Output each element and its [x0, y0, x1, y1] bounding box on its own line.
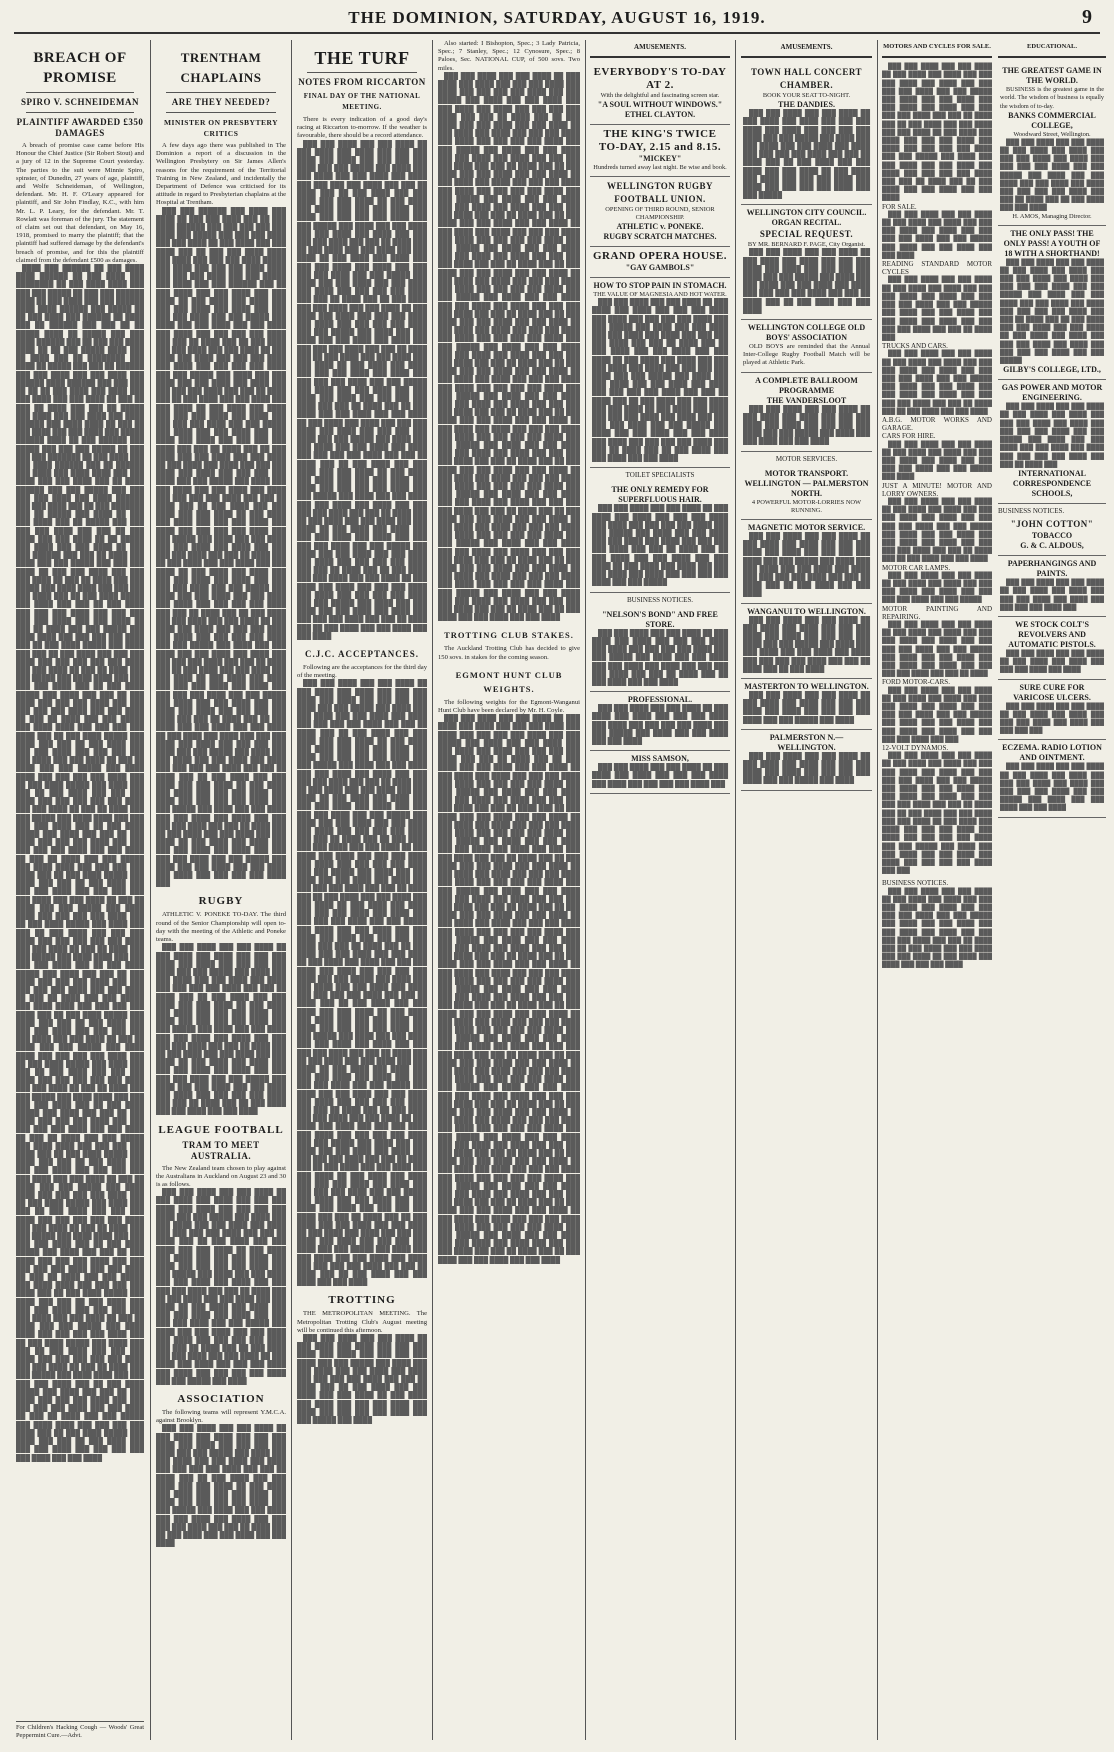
- egmont-body: The following weights for the Egmont-Wanganui Hunt Club have been declared by Mr. H. Coyle.: [438, 698, 580, 715]
- advert-everybodys: [590, 63, 730, 125]
- cjc-body: Following are the acceptances for the third day of the meeting.: [297, 664, 427, 680]
- section-egmont: EGMONT HUNT CLUB WEIGHTS.: [455, 669, 563, 694]
- advert-subtitle: "GAY GAMBOLS": [625, 263, 695, 273]
- divider: [166, 112, 276, 113]
- advert-text: OPENING OF THIRD ROUND, SENIOR CHAMPIONSHIP.: [605, 206, 715, 222]
- advert-subtitle: TOBACCO: [1031, 531, 1073, 541]
- advert-title: THE KING'S TWICE TO-DAY, 2.15 and 8.15.: [598, 128, 722, 154]
- advert-title: EVERYBODY'S TO-DAY AT 2.: [593, 66, 727, 92]
- advert-ics: INTERNATIONAL CORRESPONDENCE SCHOOLS,: [1012, 468, 1092, 498]
- masthead-rule: [14, 32, 1100, 34]
- advert-subtitle: ORGAN RECITAL.: [771, 218, 842, 228]
- trotting-body: THE METROPOLITAN MEETING. The Metropolitan Trotting Club's August meeting will be continued this afternoon.: [297, 1310, 427, 1334]
- advert-body: ███ ███ ████ ███ ███ ████ ██ ███ ████ ███ ████ ███ ███ ███ ████ ███ ████ ███ ███ ███ ███ ████ ███ ███ █████ ███ ████ ███ ███ ████ ███ ███ ████ ███ ████ ███ ███ ███ ███ ████ ███ ███ ██ ████ ███ ██ ███ ████ ███ ███ ████ ███ ███ ████ ██ ███ ████ ███ ████ ███ ███ ███ ████ ███ ████ ███ ███ ███ ███ ████ ███ ███ █████: [1000, 258, 1104, 365]
- classifieds: ███ ███ ████ ███ ███ ████ ██ ███ ████ ███ ████ ███ ███ ███ ████ ███ ████ ███ ███ ███ ███ ████ ███ ███ █████ ███ ████ ███ ███ ████ ███ ███ ████ ███ ████ ███ ███ ███ ███ ████ ███ ███ ██ ████ ███ ██ ███ ████ ███ ███ ████: [882, 497, 992, 563]
- advert-subtitle: THE DANDIES.: [778, 100, 835, 110]
- advert-title: MOTOR TRANSPORT.: [764, 468, 849, 478]
- heading-trucks-cars: TRUCKS AND CARS.: [882, 342, 948, 351]
- advert-aldous: G. & C. ALDOUS,: [1020, 541, 1084, 551]
- advert-title: THE ONLY REMEDY FOR SUPERFLUOUS HAIR.: [611, 485, 709, 505]
- advert-body: ███ ███ ████ ███ ███ ████ ██ ███ ████ ███ ████ ███ ███ ███ ████ ███ ████ ███ ███ ███ ███ ████ ███ ███ █████ ███ ████ ███ ███ ████ ███ ███ ████ ███ ████ ███ ███ ███ ███ ████ ███ ███ ██ ████ ███ ██ ███ ████ ███ ███ ████: [743, 532, 870, 598]
- advert-body: ███ ███ ████ ███ ███ ████ ██ ███ ████ ███ ████ ███ ███ ███ ████ ███ ████ ███ ███ ███ ███ ████ ███ ███ █████ ███ ████ ███ ███ ████ ███ ███ ████ ███ ████ ███ ███ ███ ███ ████ ███ ███ ██ ████ ███ ██ ███ ████ ███ ███ ████: [743, 249, 870, 314]
- trotting-stakes-body: The Auckland Trotting Club has decided to give 150 sovs. in stakes for the coming season.: [438, 645, 580, 661]
- advert-body: ███ ███ ████ ███ ███ ████ ██ ███ ████ ███ ████ ███ ███ ███ ████ ███ ████ ███ ███ ███ ███ ████ ███ ███ █████ ███ ████: [743, 752, 870, 785]
- classifieds: ███ ███ ████ ███ ███ ████ ██ ███ ████ ███ ████ ███ ███ ███ ████ ███ ████ ███ ███ ███ ███ ████ ███ ███ █████ ███ ████ ███ ███ ████ ███ ███ ████ ███ ████ ███ ███ ███ ███ ████ ███ ███ ██ ████ ███ ██ ███ ████ ███ ███ ████ ███ ███ ████ ██ ███ ████ ███ ████ ███ ███ ███ ████ ███ ████ ███ ███ ███ ███ ████ ███ ███ █████ ███ ████ ███ ███ ████ ███ ███ ████ ███ ████ ███ ███ ███ ███ ████ ███ ███: [882, 752, 992, 875]
- heading-motor-painting: MOTOR PAINTING AND REPAIRING.: [882, 604, 992, 621]
- divider: [590, 56, 730, 58]
- advert-title: PALMERSTON N.—WELLINGTON.: [769, 732, 844, 752]
- column-amusements-2: [741, 40, 872, 1740]
- rugby-body: ATHLETIC V. PONEKE TO-DAY. The third round of the Senior Championship will open to-day with the meeting of the Athletic and Poneke teams.: [156, 911, 286, 944]
- advert-title: PAPERHANGINGS AND PAINTS.: [1007, 559, 1097, 579]
- association-body-continued: ███ ███ ████ ███ ███ ████ ██ ███ ████ ███ ████ ███ ███ ███ ████ ███ ████ ███ ███ ███ ███ ████ ███ ███ █████ ███ ████ ███ ███ ████ ███ ███ ████ ███ ████ ███ ███ ███ ███ ████ ███ ███ ██ ████ ███ ██ ███ ████ ███ ███ ████ ███ ███ ████ ██ ███ ████ ███ ████ ███ ███ ███ ████ ███ ████ ███ ███ ███ ███ ████ ███ ███ █████ ███ ████ ███ ███ ████ ███ ███ ████ ███ ████ ███ ███ ███ ███ ████ ███ ███ ██ ████ ███ ██ ███ ████ ███ ███ ████ ███ ███ ████: [156, 1425, 286, 1548]
- advert-title: A COMPLETE BALLROOM PROGRAMME: [755, 375, 858, 395]
- advert-title: WELLINGTON CITY COUNCIL.: [746, 208, 867, 218]
- column-breach-of-promise: [16, 40, 144, 1740]
- advert-body: ███ ███ ████ ███ ███ ████ ██ ███ ████ ███ ████ ███ ███ ███ ████ ███ ████ ███ ███ ███ ███ ████ ███ ███ █████ ███ ████ ███ ███ ████ ███ ███ ████ ███ ████ ███ ███ ███ ███ ████ ███ ███ ██ ████ ███ ██ ███ ████ ███ ███ ████: [1000, 138, 1104, 212]
- association-body: The following teams will represent Y.M.C.A. against Brooklyn.: [156, 1409, 286, 1425]
- section-association: ASSOCIATION: [177, 1393, 265, 1406]
- section-rugby: RUGBY: [198, 895, 244, 908]
- article-body: A few days ago there was published in The Dominion a report of a discussion in the Wellington Presbytery on Sir James Allen's reasons for the requirement of the Territorial Training in New Zealand, and incidentally the Department of Defence was criticised for its attitude in regard to Presbyterian chaplains at the Hospital at Trentham.: [156, 142, 286, 207]
- advert-star: ETHEL CLAYTON.: [624, 110, 696, 120]
- heading-ford: FORD MOTOR-CARS.: [882, 678, 950, 687]
- advert-title: WE STOCK COLT'S REVOLVERS AND AUTOMATIC PISTOLS.: [1008, 619, 1096, 649]
- headline-turf: THE TURF: [314, 48, 410, 68]
- advert-title: MASTERTON TO WELLINGTON.: [744, 681, 869, 691]
- advert-samson: [590, 751, 730, 794]
- advert-city-council: [741, 205, 872, 320]
- advert-body: ███ ███ ████ ███ ███ ████ ██ ███ ████ ███ ████ ███ ███ ███ ████ ███ ████ ███ ███ ███ ███ ████ ███ ███ █████ ███ ████: [743, 691, 870, 724]
- column-rule: [291, 40, 292, 1740]
- classifieds: ███ ███ ████ ███ ███ ████ ██ ███ ████ ███ ████ ███ ███ ███ ████ ███ ████ ███ ███ ███ ███ ████ ███ ███ █████ ███ ████ ███ ███ ████ ███ ███ ████ ███ ████ ███ ███ ███ ███ ████ ███ ███ ██ ████: [882, 621, 992, 678]
- advert-title: WANGANUI TO WELLINGTON.: [747, 606, 866, 616]
- advert-john-cotton: [998, 515, 1106, 556]
- advert-title: MISS SAMSON,: [631, 754, 689, 764]
- advert-body: ███ ███ ████ ███ ███ ████ ██ ███ ████ ███ ████ ███ ███ ███ ████ ███ ████ ███ ███ ███ ███ ████ ███ ███ █████ ███ ████ ███ ███ ████ ███ ███ ████: [743, 405, 870, 446]
- divider: [26, 112, 134, 113]
- advert-rugby-union: [590, 177, 730, 247]
- classifieds: ███ ███ ████ ███ ███ ████ ██ ███ ████ ███ ████ ███ ███ ███ ████ ███ ████ ███ ███ ███ ███ ████ ███ ███ █████ ███ ████ ███ ███ ████ ███ ███ ████ ███ ████ ███ ███ ███ ███ ████ ███ ███ ██ ████ ███ ██ ███ ████ ███ ███ ████ ███ ███ ████ ██ ███ ████ ███ ████ ███ ███ ███ ████ ███ ████ ███ ███ ███ ███ ████ ███ ███ █████ ███ ████ ███ ███ ████ ███ ███ ████ ███ ████ ███ ███ ███ ███ ████ ███ ███ ██ ████ ███ ██ ███ ████ ███ ███ ████ ███ ███ ████: [882, 63, 992, 202]
- advert-superfluous-hair: [590, 482, 730, 592]
- article-body: A breach of promise case came before His Honour the Chief Justice (Sir Robert Stout) and a jury of 12 in the Supreme Court yesterday. The parties to the suit were Minnie Spiro, spinster, of Dunedin, 27 years of age, plaintiff, and Wolfe Schneideman, of Wellington, defendant. Mr. H. F. O'Leary appeared for plaintiff, and Sir John Findlay, K.C., with him Mr. L. P. Leary, for the defendant. Mr. T. Rowlatt was foreman of the jury. The statement of claim set out that defendant, on May 16, 1918, promised to marry the plaintiff; that the plaintiff had suffered damage by the defendant's breach of promise, and for this the plaintiff claimed from the defendant £500 as damages.: [16, 142, 144, 264]
- results-body-continued: ███ ███ ████ ███ ███ ████ ██ ███ ████ ███ ████ ███ ███ ███ ████ ███ ████ ███ ███ ███ ███ ████ ███ ███ █████ ███ ████ ███ ███ ████ ███ ███ ████ ███ ████ ███ ███ ███ ███ ████ ███ ███ ██ ████ ███ ██ ███ ████ ███ ███ ████ ███ ███ ████ ██ ███ ████ ███ ████ ███ ███ ███ ████ ███ ████ ███ ███ ███ ███ ████ ███ ███ █████ ███ ████ ███ ███ ████ ███ ███ ████ ███ ████ ███ ███ ███ ███ ████ ███ ███ ██ ████ ███ ██ ███ ████ ███ ███ ████ ███ ███ ████ ██ ███ ████ ███ ████ ███ ███ ███ ████ ███ ████ ███ ███ ███ ███ ████ ███ ███ █████ ███ ████ ███ ███ ████ ███ ███ ████ ███ ████ ███ ███ ███ ███ ████ ███ ███ ██ ████ ███ ██ ███ ████ ███ ███ ████ ███ ███ ████ ██ ███ ████ ███ ████ ███ ███ ███ ████ ███ ████ ███ ███ ███ ███ ████ ███ ███ █████ ███ ████ ███ ███ ████ ███ ███ ████ ███ ████ ███ ███ ███ ███ ████ ███ ███ ██ ████ ███ ██ ███ ████ ███ ███ ████ ███ ███ ████ ██ ███ ████ ███ ████ ███ ███ ███ ████ ███ ████ ███ ███ ███ ███ ████ ███ ███ █████ ███ ████ ███ ███ ████ ███ ███ ████ ███ ████ ███ ███ ███ ███ ████ ███ ███ ██ ████ ███ ██ ███ ████ ███ ███ ████ ███ ███ ████ ██ ███ ████ ███ ████ ███ ███ ███ ████ ███ ████ ███ ███ ███ ███ ████ ███ ███ █████ ███ ████ ███ ███ ████ ███ ███ ████ ███ ████ ███ ███ ███ ███ ████ ███ ███ ██ ████ ███ ██ ███ ████ ███ ███ ████ ███ ███ ████ ██ ███ ████ ███ ████ ███ ███ ███ ████ ███ ████ ███ ███ ███ ███ ████ ███ ███ █████ ███ ████ ███ ███ ████ ███ ███ ████ ███ ████ ███ ███ ███ ███ ████ ███ ███ ██ ████ ███ ██ ███ ████ ███ ███ ████ ███ ███ ████ ██ ███ ████ ███ ████ ███ ███ ███ ████ ███ ████ ███ ███ ███ ███ ████ ███ ███ █████ ███ ████ ███ ███ ████ ███ ███ ████ ███ ████ ███ ███ ███ ███ ████ ███ ███ ██ ████ ███ ██ ███ ████ ███ ███ ████ ███ ███ ████ ██ ███ ████ ███ ████ ███ ███ ███ ████ ███ ████ ███ ███ ███ ███ ████ ███ ███ █████ ███ ████ ███ ███ ████ ███ ███ ████ ███ ████ ███ ███ ███ ███ ████ ███ ███ ██ ████ ███ ██ ███ ████ ███ ███ ████ ███ ███ ████ ██ ███ ████ ███ ████ ███ ███ ███ ████ ███ ████ ███ ███ ███ ███ ████ ███ ███ █████ ███ ████ ███ ███ ████ ███ ███ ████ ███ ████ ███ ███ ███ ███ ████ ███ ███ ██ ████ ███ ██ ███ ████ ███ ███ ████ ███ ███ ████ ██ ███ ████ ███ ████ ███ ███ ███ ████ ███ ████ ███ ███ ███ ███ ████ ███ ███ █████ ███ ████ ███ ███ ████ ███ ███ ████ ███ ████ ███ ███ ███ ███ ████ ███ ███ ██ ████ ███ ██ ███ ████ ███ ███ ████ ███ ███ ████: [438, 72, 580, 622]
- advert-body: ███ ███ ████ ███ ███ ████ ██ ███ ████ ███ ████ ███ ███ ███ ████ ███ ████ ███ ███ ███ ███ ████ ███ ███ █████ ███ ████ ███ ███ ████ ███ ███ ████: [1000, 763, 1104, 812]
- advert-title: TOWN HALL CONCERT CHAMBER.: [750, 67, 863, 91]
- advert-scratch: RUGBY SCRATCH MATCHES.: [603, 232, 717, 242]
- advert-text: Hundreds turned away last night. Be wise and book.: [593, 164, 727, 172]
- subhead-spiro: SPIRO V. SCHNEIDEMAN: [21, 97, 139, 107]
- advert-title: WELLINGTON RUGBY FOOTBALL UNION.: [606, 181, 714, 205]
- advert-body: ███ ███ ████ ███ ███ ████ ██ ███ ████ ███ ████ ███ ███ ███ ████ ███ ████ ███ ███ ███ ███ ████ ███ ███ █████ ███ ████ ███ ███ ████ ███ ███ ████ ███ ████ ███ ███ ███ ███ ████ ███ ███ ██ ████ ███ ██ ███ ████ ███ ███ ████ ███ ███ ████ ██ ███ ████ ███ ████ ███ ███ ███ ████ ███ ████ ███ ███ ███ ███ ████ ███ ███ █████: [592, 505, 728, 587]
- advert-title: ECZEMA. RADIO LOTION AND OINTMENT.: [1002, 743, 1102, 763]
- subhead-national: FINAL DAY OF THE NATIONAL MEETING.: [303, 92, 421, 111]
- heading-dynamos: 12-VOLT DYNAMOS.: [882, 744, 949, 753]
- advert-body: ███ ███ ████ ███ ███ ████ ██ ███ ████ ███ ████ ███ ███ ███ ████ ███ ████ ███ ███ ███ ███ ████ ███: [592, 764, 728, 788]
- advert-text: With the delightful and fascinating screen star.: [600, 92, 720, 100]
- advert-text: BOOK YOUR SEAT TO-NIGHT.: [762, 92, 851, 100]
- advert-greatest-game: [998, 63, 1106, 225]
- section-label-motors: MOTORS AND CYCLES FOR SALE.: [883, 43, 991, 50]
- subhead-riccarton: NOTES FROM RICCARTON: [298, 77, 426, 87]
- advert-text: THE VALUE OF MAGNESIA AND HOT WATER.: [593, 291, 727, 299]
- league-subhead: TRAM TO MEET AUSTRALIA.: [182, 1139, 260, 1161]
- masthead-title: THE DOMINION, SATURDAY, AUGUST 16, 1919.: [348, 8, 766, 27]
- divider: [307, 72, 417, 73]
- advert-gilby: GILBY'S COLLEGE, LTD.,: [1003, 365, 1101, 375]
- advert-town-hall: [741, 63, 872, 205]
- advert-title: "NELSON'S BOND" AND FREE STORE.: [602, 609, 718, 629]
- advert-eczema: [998, 740, 1106, 817]
- section-league: LEAGUE FOOTBALL: [158, 1123, 284, 1136]
- advert-revolvers: [998, 617, 1106, 680]
- heading-abg-motor: A.B.G. MOTOR WORKS AND GARAGE.: [882, 415, 992, 433]
- section-label-motor-services: MOTOR SERVICES.: [775, 454, 838, 463]
- article-body-continued: ████ ███ ██████ ██ ███ ████ ████ ██████ ██ ███ ████ ███ ████████ ██ ███ ████ ████ ███ ███ ███ █████ ██ ███ ███ ██████ ████ ██ ███ ████ ███ ███ ██████ ████ ████ ██████ ███ █████ ██ ██ ███ ████ ███ ██████ ██ ████ ███ ██ ██████ ███ ███ ██ ██ █████ ████ ██ █████ ███ ███ ████ ██████ ███ ██ ███ ███ ████ ████ ██ ██ ███ █████ ████ ███ ██ ████ ███ ██ ████████ ███ ████ ██ █████ ███ ███ ██ ██████ ███ ███ ████ ███ ███ ████ ███ ██████ ████ ██████ ███ ███ ███ ██ ██ ██ ███ ████ ███ ████ ███ ███ ████ ███ ███ ████ ██ ███ ██ ███ ██ ████ ███ ███ ██ █████ ███ ████ ███ ███ ████ ███ ████ ██████ ███ ████ ████ ██ ███ ██ ███ ████ ███ ███ ████ ███ █████ ██████ ████ ██ ███ ██████ ███ █████ ███ ███ ███ █████ ██ ███ ███ ███ ███████ ██ ███ ████ ███ ███ ████ ██████ ███ ██ ██████ ███ ████ ███ ████ ████ ███ ███ ████ ███ ███ ████ ███ ██ ████ ██████ ███ ███ █████ ███ ███ ███ ███ ████ ███ ████ ██████ ███ ███ ████ ███ ██ ███ ███████ ███ ██ █████ ███ ████ ██ ███ ███ ████ ███ ██ █████ ███ ███ ███ ███ ████ ███ ███ ██ ███ ████ ███ ███ ████ ██ ██ █████ ███ ████ ███ ███ ████ ██ ███ ███ ██████ ███ ███ ██ ████ ███ ████ ███ ███ █████ ███ ███ ███ ████ ██ ███ ███ ████ ███ ███ ███ ████ ██ ███ ██ ████ ███ ███ █████ ███ ████ ████ ███ ███ ███ ███ ████ ███ ██ ███ ████ █████ ███ ████ ███ ███ ██ ███ ████ ███ ███ ███ ████ ███ ███ ███ ███ ███ ████ ███ ███ ████ ██ ███ ██ ████ ███ ███ █████ ███ ████ ████ ███ ███ ███ ███ ████ ███ ██ ███ ████ █████ ███ ████ ███ ███ ██ ███ ████ ███ ███ ███ ████ ███ ███ ███ ███ ███ ████ ███ ███ ████ ██ ███ ██ ████ ███ ███ █████ ███ ████ ████ ███ ███ ███ ███ ████ ███ ██ ███ ████ █████ ███ ████ ███ ███ ██ ███ ████ ███ ███ ███ ████ ███ ███ ███ ███ ███ ████ ███ ███ ████ ██ ███ ██ ████ ███ ███ █████ ███ ████ ████ ███ ███ ███ ███ ████ ███ ██ ███ ████ █████ ███ ████ ███ ███ ██ ███ ████ ███ ███ ███ ████ ███ ███ ███ ███ ███ ████ ███ ███ ████ ██ ███ ██ ████ ███ ███ █████ ███ ████ ████ ███ ███ ███ ███ ████ ███ ██ ███ ████ █████ ███ ████ ███ ███ ██ ███ ████ ███ ███ ███ ████ ███ ███ ███ ███ ███ ████ ███ ███ ████ ██ ███ ██ ████ ███ ███ █████ ███ ████ ████ ███ ███ ███ ███ ████ ███ ██ ███ ████ █████ ███ ████ ███ ███ ██ ███ ████ ███ ███ ███ ████ ███ ███ ███ ███ ███ ████ ███ ███ ████ ██ ███ ██ ████ ███ ███ █████ ███ ████ ████ ███ ███ ███ ███ ████ ███ ██ ███ ████ █████ ███ ████ ███ ███ ██ ███ ████ ███ ███ ███ ████ ███ ███ ███ ███ ███ ████ ███ ███ ████ ██ ███ ██ ████ ███ ███ █████ ███ ████ ████ ███ ███ ███ ███ ████ ███ ██ ███ ████ █████ ███ ████ ███ ███ ██ ███ ████ ███ ███ ███ ████ ███ ███ ███ ███ ███ ████ ███ ███ ████ ██ ███ ██ ████ ███ ███ █████ ███ ████ ████ ███ ███ ███ ███ ████ ███ ██ ███ ████ █████ ███ ████ ███ ███ ██ ███ ████ ███ ███ ███ ████ ███ ███ ███ ███ ███ ████ ███ ███ ████ ██ ███ ██ ████ ███ ███ █████ ███ ████ ████ ███ ███ ███ ███ ████ ███ ██ ███ ████ █████ ███ ████ ███ ███ ██ ███ ████ ███ ███ ███ ████ ███ ███ ███ ███ ███ ████ ███ ███ ████ ██ ███ ██ ████ ███ ███ █████ ███ ████ ████ ███ ███ ███ ███ ████ ███ ██ ███ ████ █████ ███ ████ ███ ███ ██ ███ ████ ███ ███ ███ ████ ███ ███ ███ ███ ███ ████ ███ ███ ████ ██ ███ ██ ████ ███ ███ █████ ███ ████ ████ ███ ███ ███ ███ ████ ███ ██ ███ ████ █████ ███ ████ ███ ███ ██ ███ ████ ███ ███ ███ ████ ███ ███ ███ ███ ███ ████ ███ ███ ████ ██ ███ ██ ████ ███ ███ █████ ███ ████ ████ ███ ███ ███ ███ ████ ███ ██ ███ ████ █████ ███ ████ ███ ███ ██ ███ ████ ███ ███ ███ ████ ███ ███ ███ ███ ███ ████ ███ ███ ████ ██ ███ ██ ████ ███ ███ █████ ███ ████ ████ ███ ███ ███ ███ ████ ███ ██ ███ ████ █████ ███ ████ ███ ███ ██ ███ ████ ███ ███ ███ ████ ███ ███ ███ ███ ███ ████ ███ ███ ████ ██ ███ ██ ████ ███ ███ █████ ███ ████ ████ ███ ███ ███ ███ ████ ███ ██ ███ ████ █████ ███ ████ ███ ███ ██ ███ ████ ███ ███ ███ ████ ███ ███ ███ ███ ███ ████ ███ ███ ████ ██ ███ ██ ████ ███ ███ █████ ███ ████ ████ ███ ███ ███ ███ ████ ███ ██ ███ ████ █████ ███ ████ ███ ███ ██ ███ ████ ███ ███ ███ ████ ███ ███ ███ ███ ███ ████ ███ ███ ████ ██ ███ ██ ████ ███ ███ █████ ███ ████ ████ ███ ███ ███ ███ ████ ███ ██ ███ ████ █████ ███ ████ ███ ███ ██ ███ ████ ███ ███ ███ ████ ███ ███ ███ ███ ███ ████ ███ ███ ████ ██ ███ ██ ████ ███ ███ █████ ███ ████ ████ ███ ███ ███ ███ ████ ███ ██ ███ ████ █████ ███ ████ ███ ███ ██ ███ ████ ███ ███ ███ ████ ███ ███ ███ ███ ███ ████ ███ ███ ████ ██ ███ ██ ████ ███ ███ █████ ███ ████ ████ ███ ███ ███ ███ ████ ███ ██ ███ ████ █████ ███ ████ ███ ███ ██ ███ ████ ███ ███ ███ ████ ███ ███ ███ ███ ███ ████ ███ ███ ████: [16, 265, 144, 1462]
- section-trotting-stakes: TROTTING CLUB STAKES.: [444, 630, 574, 641]
- heading-for-sale: FOR SALE.: [882, 202, 917, 211]
- advert-varicose: [998, 680, 1106, 741]
- advert-body: ███ ███ ████ ███ ███ ████ ██ ███ ████ ███ ████ ███ ███ ███ ████ ███ ████ ███ ███ ███ ███ ████ ███ ███ █████ ███ ████ ███ ███ ████ ███ ███ ████ ███ ████ ███ ███ ███ ███ ████ ███ ███ ██ ████ ███: [1000, 403, 1104, 468]
- divider: [741, 56, 872, 58]
- section-label-business: BUSINESS NOTICES.: [882, 879, 949, 888]
- column-motors-cycles: [882, 40, 992, 1740]
- column-trentham-chaplains: [156, 40, 286, 1740]
- headline-breach: BREACH OF PROMISE: [33, 50, 127, 86]
- advert-stomach: [590, 278, 730, 468]
- section-cjc: C.J.C. ACCEPTANCES.: [304, 649, 420, 659]
- advert-only-pass: [998, 226, 1106, 381]
- advert-ballroom: [741, 373, 872, 452]
- advert-title: WELLINGTON COLLEGE OLD BOYS' ASSOCIATION: [747, 323, 866, 343]
- advert-body: ███ ███ ████ ███ ███ ████ ██ ███ ████ ███ ████ ███ ███ ███ ████ ███ ████ ███ ███ ███ ███ ████ ███ ███ █████ ███ ████ ███ ███ ████ ███ ███ ████ ███ ████ ███ ███ ███ ███ ████ ███ ███ ██ ████ ███ ██ ███ ████ ███ ███ ████ ███ ███ ████ ██ ███ ████ ███ ████ ███ ███ ███ ████ ███ ████ ███ ███ ███ ███ ████ ███ ███ █████: [743, 110, 870, 200]
- turf-body: There is every indication of a good day's racing at Riccarton to-morrow. If the weather is favourable, there should be a record attendance.: [297, 116, 427, 140]
- advert-title: GAS POWER AND MOTOR ENGINEERING.: [1001, 383, 1103, 403]
- advert-title: PROFESSIONAL.: [627, 695, 693, 705]
- advert-subtitle: "A SOUL WITHOUT WINDOWS.": [597, 100, 723, 110]
- advert-paperhangings: [998, 556, 1106, 617]
- advert-masterton: [741, 679, 872, 730]
- advert-body: ███ ███ ████ ███ ███ ████ ██ ███ ████ ███ ████ ███ ███ ███ ████ ███ ████ ███ ███ ███ ███ ████ ███ ███ █████ ███ ████ ███ ███ ████ ███ ███ ████ ███ ████ ███ ███ ███ ███ ████ ███ ███ ██ ████ ███ ██ ███ ████ ███ ███ ████: [592, 629, 728, 686]
- advert-text: BUSINESS is the greatest game in the world. The wisdom of business is equally the wisdom of to-day.: [1000, 86, 1104, 110]
- turf-body-continued: ███ ███ ████ ███ ███ ████ ██ ███ ████ ███ ████ ███ ███ ███ ████ ███ ████ ███ ███ ███ ███ ████ ███ ███ █████ ███ ████ ███ ███ ████ ███ ███ ████ ███ ████ ███ ███ ███ ███ ████ ███ ███ ██ ████ ███ ██ ███ ████ ███ ███ ████ ███ ███ ████ ██ ███ ████ ███ ████ ███ ███ ███ ████ ███ ████ ███ ███ ███ ███ ████ ███ ███ █████ ███ ████ ███ ███ ████ ███ ███ ████ ███ ████ ███ ███ ███ ███ ████ ███ ███ ██ ████ ███ ██ ███ ████ ███ ███ ████ ███ ███ ████ ██ ███ ████ ███ ████ ███ ███ ███ ████ ███ ████ ███ ███ ███ ███ ████ ███ ███ █████ ███ ████ ███ ███ ████ ███ ███ ████ ███ ████ ███ ███ ███ ███ ████ ███ ███ ██ ████ ███ ██ ███ ████ ███ ███ ████ ███ ███ ████ ██ ███ ████ ███ ████ ███ ███ ███ ████ ███ ████ ███ ███ ███ ███ ████ ███ ███ █████ ███ ████ ███ ███ ████ ███ ███ ████ ███ ████ ███ ███ ███ ███ ████ ███ ███ ██ ████ ███ ██ ███ ████ ███ ███ ████ ███ ███ ████ ██ ███ ████ ███ ████ ███ ███ ███ ████ ███ ████ ███ ███ ███ ███ ████ ███ ███ █████ ███ ████ ███ ███ ████ ███ ███ ████ ███ ████ ███ ███ ███ ███ ████ ███ ███ ██ ████ ███ ██ ███ ████ ███ ███ ████ ███ ███ ████ ██ ███ ████ ███ ████ ███ ███ ███ ████ ███ ████ ███ ███ ███ ███ ████ ███ ███ █████ ███ ████ ███ ███ ████ ███ ███ ████ ███ ████ ███ ███ ███ ███ ████ ███ ███ ██ ████ ███ ██ ███ ████ ███ ███ ████ ███ ███ ████ ██ ███ ████ ███ ████ ███ ███ ███ ████ ███ ████ ███ ███ ███ ███ ████ ███ ███ █████ ███ ████ ███ ███ ████ ███ ███ ████ ███ ████ ███ ███ ███ ███ ████ ███ ███ ██ ████ ███ ██ ███ ████ ███ ███ ████ ███ ███ ████ ██ ███ ████ ███ ████ ███ ███ ███ ████ ███ ████ ███ ███ ███ ███ ████ ███ ███ █████ ███ ████ ███ ███ ████ ███ ███ ████ ███ ████ ███ ███ ███ ███ ████ ███ ███ ██ ████ ███ ██ ███ ████ ███ ███ ████ ███ ███ ████ ██ ███ ████ ███ ████ ███ ███ ███ ████ ███ ████ ███ ███ ███ ███ ████ ███ ███ █████ ███ ████ ███ ███ ████ ███ ███ ████ ███ ████ ███ ███ ███ ███ ████ ███ ███ ██ ████ ███ ██ ███ ████ ███ ███ ████ ███ ███ ████: [297, 140, 427, 640]
- advert-title: THE GREATEST GAME IN THE WORLD.: [1002, 66, 1102, 86]
- league-body: The New Zealand team chosen to play against the Australians in Auckland on August 23 and 30 is as follows.: [156, 1164, 286, 1188]
- advert-address: Woodward Street, Wellington.: [1013, 130, 1091, 138]
- advert-subtitle: THE VANDERSLOOT: [766, 395, 847, 405]
- column-educational: [998, 40, 1106, 1740]
- divider: [882, 56, 992, 58]
- advert-body: ███ ███ ████ ███ ███ ████ ██ ███ ████ ███ ████ ███ ███ ███ ████ ███ ████ ███ ███ ███ ███ ████ ███ ███ █████ ███ ████ ███ ███ ████ ███ ███ ████ ███ ████ ███ ███ ███ ███ ████ ███ ███ ██ ████ ███ ██ ███ ████ ███ ███ ████ ███ ███ ████ ██ ███ ████ ███ ████ ███ ███ ███ ████ ███ ████ ███ ███ ███ ███ ████ ███ ███ █████ ███ ████ ███ ███ ████ ███ ███ ████ ███ ████ ███ ███ ███ ███ ████ ███ ███ ██ ████ ███ ██ ███ ████ ███ ███ ████ ███ ███ ████ ██ ███ ████ ███ ████ ███ ███ ███ ████ ███ ████ ███ ███ ███ ███ ████ ███ ███ █████ ███ ████ ███ ███ ████ ███ ███ ████ ███ ████ ███ ███ ███ ███ ████ ███ ███ ██ ████ ███ ██ ███ ████ ███ ███ ████ ███ ███ ████: [592, 299, 728, 463]
- section-label-business: BUSINESS NOTICES.: [998, 506, 1065, 515]
- advert-title: THE ONLY PASS! THE ONLY PASS! A YOUTH OF 18 WITH A SHORTHAND!: [1003, 228, 1101, 258]
- section-label-amusements: AMUSEMENTS.: [780, 43, 833, 51]
- classifieds: ███ ███ ████ ███ ███ ████ ██ ███ ████ ███ ████ ███ ███ ███ ████ ███ ████ ███ ███ ███ ███ ████ ███ ███ █████ ███ ████: [882, 440, 992, 481]
- advert-footer: For Children's Hacking Cough — Woods' Great Peppermint Cure.—Advt.: [16, 1721, 144, 1740]
- advert-grand-opera: [590, 247, 730, 278]
- column-rule: [150, 40, 151, 1740]
- classifieds: ███ ███ ████ ███ ███ ████ ██ ███ ████ ███ ████ ███ ███ ███ ████ ███ ████ ███ ███ ███ ███ ████ ███ ███ █████ ███ ████ ███ ███ ████ ███ ███ ████ ███ ████ ███ ███ ███ ███ ████ ███ ███ ██ ████ ███ ██ ███ ████ ███ ███ ████ ███ ███ ████ ██ ███ ████ ███ ████ ███ ███ ███ ████: [882, 887, 992, 969]
- advert-title: HOW TO STOP PAIN IN STOMACH.: [593, 281, 727, 291]
- classifieds: ███ ███ ████ ███ ███ ████ ██ ███ ████ ███ ████ ███ ███ ███ ████ ███ ████ ███ ███ ███ ███ ████ ███ ███ █████ ███ ████ ███ ███ ████ ███ ███ ████ ███ ████ ███ ███ ███ ███ ████ ███ ███: [882, 686, 992, 743]
- divider: [166, 92, 276, 93]
- column-rule: [585, 40, 586, 1740]
- heading-just-a-minute: JUST A MINUTE! MOTOR AND LORRY OWNERS.: [882, 481, 992, 498]
- advert-body: ███ ███ ████ ███ ███ ████ ██ ███ ████ ███ ████ ███ ███ ███ ████ ███ ████ ███ ███ ███ ███ ████ ███: [1000, 579, 1104, 611]
- advert-professional: [590, 692, 730, 751]
- heading-reading-standard: READING STANDARD MOTOR CYCLES: [882, 260, 992, 277]
- advert-text: BY MR. BERNARD F. PAGE, City Organist.: [747, 241, 866, 249]
- section-label-business: BUSINESS NOTICES.: [626, 595, 694, 604]
- heading-motor-car-lamps: MOTOR CAR LAMPS.: [882, 563, 951, 572]
- advert-body: ███ ███ ████ ███ ███ ████ ██ ███ ████ ███ ████ ███ ███ ███ ████ ███ ████ ███ ███ ███ ███ ████ ███ ███ █████ ███ ████ ███ ███ ████ ███ ███ ████ ███ ████ ███ ███ ███ ███ ████ ███ ███ ██ ████ ███ ██ ███ ████: [743, 616, 870, 673]
- advert-college: BANKS COMMERCIAL COLLEGE,: [1008, 110, 1096, 130]
- section-trotting: TROTTING: [328, 1294, 396, 1307]
- advert-title: "JOHN COTTON": [1010, 519, 1094, 530]
- advert-special: SPECIAL REQUEST.: [759, 229, 854, 240]
- advert-kings: [590, 125, 730, 177]
- advert-text: OLD BOYS are reminded that the Annual Inter-College Rugby Football Match will be played at Athletic Park.: [743, 343, 870, 367]
- egmont-body-continued: ███ ███ ████ ███ ███ ████ ██ ███ ████ ███ ████ ███ ███ ███ ████ ███ ████ ███ ███ ███ ███ ████ ███ ███ █████ ███ ████ ███ ███ ████ ███ ███ ████ ███ ████ ███ ███ ███ ███ ████ ███ ███ ██ ████ ███ ██ ███ ████ ███ ███ ████ ███ ███ ████ ██ ███ ████ ███ ████ ███ ███ ███ ████ ███ ████ ███ ███ ███ ███ ████ ███ ███ █████ ███ ████ ███ ███ ████ ███ ███ ████ ███ ████ ███ ███ ███ ███ ████ ███ ███ ██ ████ ███ ██ ███ ████ ███ ███ ████ ███ ███ ████ ██ ███ ████ ███ ████ ███ ███ ███ ████ ███ ████ ███ ███ ███ ███ ████ ███ ███ █████ ███ ████ ███ ███ ████ ███ ███ ████ ███ ████ ███ ███ ███ ███ ████ ███ ███ ██ ████ ███ ██ ███ ████ ███ ███ ████ ███ ███ ████ ██ ███ ████ ███ ████ ███ ███ ███ ████ ███ ████ ███ ███ ███ ███ ████ ███ ███ █████ ███ ████ ███ ███ ████ ███ ███ ████ ███ ████ ███ ███ ███ ███ ████ ███ ███ ██ ████ ███ ██ ███ ████ ███ ███ ████ ███ ███ ████ ██ ███ ████ ███ ████ ███ ███ ███ ████ ███ ████ ███ ███ ███ ███ ████ ███ ███ █████ ███ ████ ███ ███ ████ ███ ███ ████ ███ ████ ███ ███ ███ ███ ████ ███ ███ ██ ████ ███ ██ ███ ████ ███ ███ ████ ███ ███ ████ ██ ███ ████ ███ ████ ███ ███ ███ ████ ███ ████ ███ ███ ███ ███ ████ ███ ███ █████ ███ ████ ███ ███ ████ ███ ███ ████ ███ ████ ███ ███ ███ ███ ████ ███ ███ ██ ████ ███ ██ ███ ████ ███ ███ ████ ███ ███ ████ ██ ███ ████ ███ ████ ███ ███ ███ ████ ███ ████ ███ ███ ███ ███ ████ ███ ███ █████ ███ ████ ███ ███ ████ ███ ███ ████ ███ ████ ███ ███ ███ ███ ████ ███ ███ ██ ████ ███ ██ ███ ████ ███ ███ ████ ███ ███ ████ ██ ███ ████ ███ ████ ███ ███ ███ ████ ███ ████ ███ ███ ███ ███ ████ ███ ███ █████ ███ ████ ███ ███ ████ ███ ███ ████ ███ ████ ███ ███ ███ ███ ████ ███ ███ ██ ████ ███ ██ ███ ████ ███ ███ ████ ███ ███ ████ ██ ███ ████ ███ ████ ███ ███ ███ ████ ███ ████ ███ ███ ███ ███ ████ ███ ███ █████ ███ ████ ███ ███ ████ ███ ███ ████ ███ ████ ███ ███ ███ ███ ████ ███ ███ ██ ████ ███ ██ ███ ████ ███ ███ ████ ███ ███ ████ ██ ███ ████ ███ ████ ███ ███ ███ ████ ███ ████ ███ ███ ███ ███ ████ ███ ███ █████ ███ ████ ███ ███ ████ ███ ███ ████ ███ ████ ███ ███ ███ ███ ████ ███ ███ ██ ████ ███ ██ ███ ████ ███ ███ ████ ███ ███ ████ ██ ███ ████ ███ ████ ███ ███ ███ ████ ███ ████ ███ ███ ███ ███ ████ ███ ███ █████ ███ ████ ███ ███ ████ ███ ███ ████ ███ ████ ███ ███ ███ ███ ████ ███ ███ ██ ████ ███ ██ ███ ████ ███ ███ ████ ███ ███ ████: [438, 715, 580, 1264]
- page-number: 9: [1082, 6, 1092, 28]
- advert-subtitle: "MICKEY": [638, 154, 682, 164]
- advert-text: 4 POWERFUL MOTOR-LORRIES NOW RUNNING.: [751, 498, 862, 514]
- advert-body: ███ ███ ████ ███ ███ ████ ██ ███ ████ ███ ████ ███ ███ ███ ████ ███ ████ ███ ███ ███ ███: [1000, 702, 1104, 735]
- section-label-amusements: AMUSEMENTS.: [634, 43, 686, 51]
- classifieds: ███ ███ ████ ███ ███ ████ ██ ███ ████ ███ ████ ███ ███ ███ ████ ███ ████ ███ ███ ███ ███ ████ ███ ███ █████: [882, 571, 992, 604]
- article-body-continued: ███ ███ ██████ ███ ████ ███ ████ ██ ███ ███ ████ ███ ██ ███ ████ ██████ ███ ███ ███ ███ ███ ████ ███ █████ ███ ███ ███ ████ ███ ███ ████ ██ ███ ████ ███ ███ ████ ███ ██ ███ ███ ████ ████ ███ ████ ███ ███ ███ ████ █████ ███ ████ ███ ███ ███ ████ ████ ███ ███ ███ ████ ███ ███ █████ ███ ████ ███ ███ ██████ ███ ██ ███ ████ ███ ███ ████ ███ ███ ████ ██ ███ ████ ███ ████ ███ ███ ███ ████ ███ ████ ███ ███ ███ ███ ████ ███ ███ █████ ███ ████ ███ ███ ████ ███ ███ ████ ███ ████ ███ ███ ███ ███ ████ ███ ███ ██ ████ ███ ██ ███ ████ ███ ███ ████ ███ ███ ████ ██ ███ ████ ███ ████ ███ ███ ███ ████ ███ ████ ███ ███ ███ ███ ████ ███ ███ █████ ███ ████ ███ ███ ████ ███ ███ ████ ███ ████ ███ ███ ███ ███ ████ ███ ███ ██ ████ ███ ██ ███ ████ ███ ███ ████ ███ ███ ████ ██ ███ ████ ███ ████ ███ ███ ███ ████ ███ ████ ███ ███ ███ ███ ████ ███ ███ █████ ███ ████ ███ ███ ████ ███ ███ ████ ███ ████ ███ ███ ███ ███ ████ ███ ███ ██ ████ ███ ██ ███ ████ ███ ███ ████ ███ ███ ████ ██ ███ ████ ███ ████ ███ ███ ███ ████ ███ ████ ███ ███ ███ ███ ████ ███ ███ █████ ███ ████ ███ ███ ████ ███ ███ ████ ███ ████ ███ ███ ███ ███ ████ ███ ███ ██ ████ ███ ██ ███ ████ ███ ███ ████ ███ ███ ████ ██ ███ ████ ███ ████ ███ ███ ███ ████ ███ ████ ███ ███ ███ ███ ████ ███ ███ █████ ███ ████ ███ ███ ████ ███ ███ ████ ███ ████ ███ ███ ███ ███ ████ ███ ███ ██ ████ ███ ██ ███ ████ ███ ███ ████ ███ ███ ████ ██ ███ ████ ███ ████ ███ ███ ███ ████ ███ ████ ███ ███ ███ ███ ████ ███ ███ █████ ███ ████ ███ ███ ████ ███ ███ ████ ███ ████ ███ ███ ███ ███ ████ ███ ███ ██ ████ ███ ██ ███ ████ ███ ███ ████ ███ ███ ████ ██ ███ ████ ███ ████ ███ ███ ███ ████ ███ ████ ███ ███ ███ ███ ████ ███ ███ █████ ███ ████ ███ ███ ████ ███ ███ ████ ███ ████ ███ ███ ███ ███ ████ ███ ███ ██ ████ ███ ██ ███ ████ ███ ███ ████ ███ ███ ████ ██ ███ ████ ███ ████ ███ ███ ███ ████ ███ ████ ███ ███ ███ ███ ████ ███ ███ █████ ███ ████ ███ ███ ████ ███ ███ ████ ███ ████ ███ ███ ███ ███ ████ ███ ███ ██ ████ ███ ██ ███ ████ ███ ███ ████ ███ ███ ████ ██ ███ ████ ███ ████ ███ ███ ███ ████ ███ ████ ███ ███ ███ ███ ████ ███ ███ █████ ███ ████ ███ ███ ████ ███ ███ ████ ███ ████ ███ ███ ███ ███ ████ ███ ███ ██ ████ ███ ██ ███ ████ ███ ███ ████ ███ ███ ████ ██ ███ ████ ███ ████ ███ ███ ███ ████ ███ ████ ███ ███ ███ ███ ████ ███ ███ █████ ███ ████ ███ ███ ████ ███ ███ ████ ███ ████ ███ ███ ███ ███ ████ ███ ███ ██ ████ ███ ██ ███ ████ ███ ███ ████ ███ ███ ████ ██ ███ ████ ███ ████ ███ ███ ███ ████ ███ ████ ███ ███ ███ ███ ████ ███ ███ █████ ███ ████ ███ ███ ████ ███ ███ ████ ███ ████ ███ ███ ███ ███ ████ ███: [156, 207, 286, 888]
- advert-gas-power: [998, 380, 1106, 504]
- rugby-body-continued: ███ ███ ████ ███ ███ ████ ██ ███ ████ ███ ████ ███ ███ ███ ████ ███ ████ ███ ███ ███ ███ ████ ███ ███ █████ ███ ████ ███ ███ ████ ███ ███ ████ ███ ████ ███ ███ ███ ███ ████ ███ ███ ██ ████ ███ ██ ███ ████ ███ ███ ████ ███ ███ ████ ██ ███ ████ ███ ████ ███ ███ ███ ████ ███ ████ ███ ███ ███ ███ ████ ███ ███ █████ ███ ████ ███ ███ ████ ███ ███ ████ ███ ████ ███ ███ ███ ███ ████ ███ ███ ██ ████ ███ ██ ███ ████ ███ ███ ████ ███ ███ ████ ██ ███ ████ ███ ████ ███ ███ ███ ████ ███ ████ ███ ███ ███ ███ ████ ███ ███ █████ ███ ████ ███ ███ ████ ███ ███ ████ ███ ████ ███ ███ ███ ███ ████ ███ ███ ██ ████ ███ ██ ███ ████ ███ ███ ████ ███ ███ ████: [156, 944, 286, 1116]
- cjc-body-continued: ███ ███ ████ ███ ███ ████ ██ ███ ████ ███ ████ ███ ███ ███ ████ ███ ████ ███ ███ ███ ███ ████ ███ ███ █████ ███ ████ ███ ███ ████ ███ ███ ████ ███ ████ ███ ███ ███ ███ ████ ███ ███ ██ ████ ███ ██ ███ ████ ███ ███ ████ ███ ███ ████ ██ ███ ████ ███ ████ ███ ███ ███ ████ ███ ████ ███ ███ ███ ███ ████ ███ ███ █████ ███ ████ ███ ███ ████ ███ ███ ████ ███ ████ ███ ███ ███ ███ ████ ███ ███ ██ ████ ███ ██ ███ ████ ███ ███ ████ ███ ███ ████ ██ ███ ████ ███ ████ ███ ███ ███ ████ ███ ████ ███ ███ ███ ███ ████ ███ ███ █████ ███ ████ ███ ███ ████ ███ ███ ████ ███ ████ ███ ███ ███ ███ ████ ███ ███ ██ ████ ███ ██ ███ ████ ███ ███ ████ ███ ███ ████ ██ ███ ████ ███ ████ ███ ███ ███ ████ ███ ████ ███ ███ ███ ███ ████ ███ ███ █████ ███ ████ ███ ███ ████ ███ ███ ████ ███ ████ ███ ███ ███ ███ ████ ███ ███ ██ ████ ███ ██ ███ ████ ███ ███ ████ ███ ███ ████ ██ ███ ████ ███ ████ ███ ███ ███ ████ ███ ████ ███ ███ ███ ███ ████ ███ ███ █████ ███ ████ ███ ███ ████ ███ ███ ████ ███ ████ ███ ███ ███ ███ ████ ███ ███ ██ ████ ███ ██ ███ ████ ███ ███ ████ ███ ███ ████ ██ ███ ████ ███ ████ ███ ███ ███ ████ ███ ████ ███ ███ ███ ███ ████ ███ ███ █████ ███ ████ ███ ███ ████ ███ ███ ████ ███ ████ ███ ███ ███ ███ ████ ███ ███ ██ ████ ███ ██ ███ ████ ███ ███ ████ ███ ███ ████ ██ ███ ████ ███ ████ ███ ███ ███ ████ ███ ████ ███ ███ ███ ███ ████ ███ ███ █████ ███ ████ ███ ███ ████ ███ ███ ████ ███ ████ ███ ███ ███ ███ ████ ███ ███ ██ ████ ███ ██ ███ ████ ███ ███ ████ ███ ███ ████ ██ ███ ████ ███ ████ ███ ███ ███ ████ ███ ████ ███ ███ ███ ███ ████ ███ ███ █████ ███ ████ ███ ███ ████ ███ ███ ████ ███ ████ ███ ███ ███ ███ ████ ███ ███ ██ ████ ███ ██ ███ ████ ███ ███ ████ ███ ███ ████ ██ ███ ████ ███ ████ ███ ███ ███ ████ ███ ████ ███ ███ ███ ███ ████ ███ ███ █████ ███ ████ ███ ███ ████ ███ ███ ████ ███ ████ ███ ███ ███ ███ ████ ███ ███ ██ ████ ███ ██ ███ ████ ███ ███ ████ ███ ███ ████ ██ ███ ████ ███ ████ ███ ███ ███ ████ ███ ████ ███ ███ ███ ███ ████ ███ ███ █████ ███ ████ ███ ███ ████ ███ ███ ████ ███ ████ ███ ███ ███ ███ ████ ███ ███ ██ ████ ███ ██ ███ ████ ███ ███ ████ ███ ███ ████ ██ ███ ████ ███ ████ ███ ███ ███ ████ ███ ████ ███ ███ ███ ███ ████ ███ ███ █████ ███ ████ ███ ███ ████ ███ ███ ████ ███ ████ ███ ███ ███ ███ ████ ███ ███ ██ ████ ███ ██ ███ ████ ███ ███ ████ ███ ███ ████: [297, 680, 427, 1287]
- league-body-continued: ███ ███ ████ ███ ███ ████ ██ ███ ████ ███ ████ ███ ███ ███ ████ ███ ████ ███ ███ ███ ███ ████ ███ ███ █████ ███ ████ ███ ███ ████ ███ ███ ████ ███ ████ ███ ███ ███ ███ ████ ███ ███ ██ ████ ███ ██ ███ ████ ███ ███ ████ ███ ███ ████ ██ ███ ████ ███ ████ ███ ███ ███ ████ ███ ████ ███ ███ ███ ███ ████ ███ ███ █████ ███ ████ ███ ███ ████ ███ ███ ████ ███ ████ ███ ███ ███ ███ ████ ███ ███ ██ ████ ███ ██ ███ ████ ███ ███ ████ ███ ███ ████ ██ ███ ████ ███ ████ ███ ███ ███ ████ ███ ████ ███ ███ ███ ███ ████ ███ ███ █████ ███ ████ ███ ███ ████ ███ ███ ████ ███ ████ ███ ███ ███ ███ ████ ███ ███ ██ ████ ███ ██ ███ ████ ███ ███ ████ ███ ███ ████ ██ ███ ████ ███ ████ ███ ███ ███ ████ ███ ████ ███ ███ ███ ███ ████ ███ ███ █████ ███ ████: [156, 1189, 286, 1385]
- divider: [26, 92, 134, 93]
- advert-palmerston: [741, 730, 872, 791]
- column-rule: [877, 40, 878, 1740]
- section-label-toilet: TOILET SPECIALISTS: [625, 471, 695, 480]
- column-amusements-1: [590, 40, 730, 1740]
- divider: [998, 56, 1106, 58]
- trotting-body-continued: ███ ███ ████ ███ ███ ████ ██ ███ ████ ███ ████ ███ ███ ███ ████ ███ ████ ███ ███ ███ ███ ████ ███ ███ █████ ███ ████ ███ ███ ████ ███ ███ ████ ███ ████ ███ ███ ███ ███ ████ ███ ███ ██ ████ ███ ██ ███ ████ ███ ███ ████ ███ ███ ████ ██ ███ ████ ███ ████ ███ ███ ███ ████ ███ ████ ███ ███ ███ ███ ████ ███ ███ █████ ███ ████: [297, 1335, 427, 1425]
- advert-title: SURE CURE FOR VARICOSE ULCERS.: [1013, 682, 1091, 702]
- subhead-minister: MINISTER ON PRESBYTERY CRITICS: [163, 118, 279, 138]
- advert-college-old-boys: [741, 320, 872, 373]
- masthead: [0, 0, 1114, 40]
- advert-director: H. AMOS, Managing Director.: [1012, 212, 1092, 220]
- classifieds: ███ ███ ████ ███ ███ ████ ██ ███ ████ ███ ████ ███ ███ ███ ████ ███ ████ ███ ███ ███ ███ ████ ███ ███ █████ ███ ████ ███ ███ ████ ███ ███ ████ ███ ████ ███ ███ ███ ███ ████ ███ ███ ██ ████ ███ ██ ███ ████ ███ ███ ████: [882, 350, 992, 415]
- classifieds: ███ ███ ████ ███ ███ ████ ██ ███ ████ ███ ████ ███ ███ ███ ████ ███ ████ ███ ███ ███ ███ ████ ███ ███ █████ ███ ████ ███ ███ ████ ███ ███ ████: [882, 210, 992, 259]
- advert-wanganui: [741, 604, 872, 679]
- advert-body: ███ ███ ████ ███ ███ ████ ██ ███ ████ ███ ████ ███ ███ ███ ████ ███ ████: [1000, 649, 1104, 674]
- advert-title: MAGNETIC MOTOR SERVICE.: [747, 522, 866, 532]
- column-rule: [432, 40, 433, 1740]
- advert-nelsons: [590, 607, 730, 692]
- column-rule: [735, 40, 736, 1740]
- column-the-turf: [297, 40, 427, 1740]
- heading-cars-hire: CARS FOR HIRE.: [882, 432, 936, 441]
- advert-magnetic: [741, 520, 872, 604]
- advert-subtitle: ATHLETIC v. PONEKE.: [616, 222, 704, 232]
- advert-body: ███ ███ ████ ███ ███ ████ ██ ███ ████ ███ ████ ███ ███ ███ ████ ███ ████ ███ ███ ███ ███ ████ ███ ███ █████ ███ ████ ███ ███ ████ ███ ███ ████: [592, 705, 728, 745]
- subhead-needed: ARE THEY NEEDED?: [171, 97, 271, 107]
- advert-motor-transport: [741, 466, 872, 520]
- results-body: Also started: I Bishopton, Spec.; 3 Lady Patricia, Spec.; 7 Stanley, Spec.; 12 Cynosure, Spec.; 8 Paloes, Sec. NATIONAL CUP, of 500 sovs. Two miles.: [438, 40, 580, 72]
- classifieds: ███ ███ ████ ███ ███ ████ ██ ███ ████ ███ ████ ███ ███ ███ ████ ███ ████ ███ ███ ███ ███ ████ ███ ███ █████ ███ ████ ███ ███ ████ ███ ███ ████ ███ ████ ███ ███ ███ ███ ████ ███ ███ ██ ████ ███: [882, 276, 992, 341]
- advert-route: WELLINGTON — PALMERSTON NORTH.: [744, 478, 869, 498]
- column-racing-results: [438, 40, 580, 1740]
- section-label-educational: EDUCATIONAL.: [1027, 43, 1077, 50]
- subhead-plaintiff: PLAINTIFF AWARDED £350 DAMAGES: [16, 117, 144, 138]
- advert-title: GRAND OPERA HOUSE.: [593, 250, 727, 263]
- headline-trentham: TRENTHAM CHAPLAINS: [180, 50, 262, 85]
